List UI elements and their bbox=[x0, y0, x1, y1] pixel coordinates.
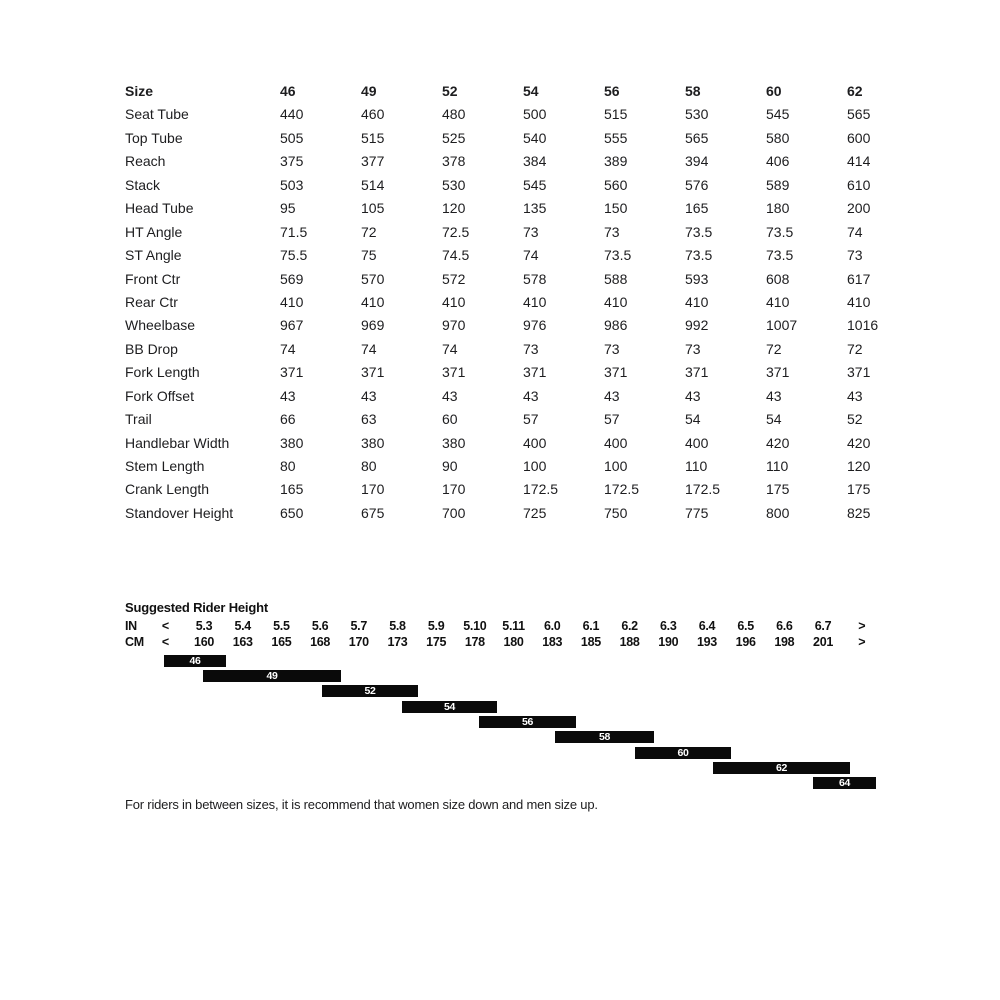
geo-row-label: Fork Length bbox=[125, 364, 200, 381]
geo-value: 410 bbox=[847, 293, 871, 310]
geo-value: 73 bbox=[685, 340, 701, 357]
size-bar-56: 56 bbox=[479, 716, 576, 728]
geo-value: 515 bbox=[604, 106, 628, 123]
geo-value: 110 bbox=[685, 458, 708, 474]
geo-value: 505 bbox=[280, 129, 304, 146]
geo-value: 406 bbox=[766, 153, 790, 170]
geo-row-label: Crank Length bbox=[125, 481, 210, 498]
geo-value: 43 bbox=[847, 387, 863, 404]
geo-value: 43 bbox=[280, 387, 296, 404]
geo-value: 165 bbox=[280, 481, 304, 498]
geo-value: 440 bbox=[280, 106, 304, 123]
inches-tick: 6.3 bbox=[660, 619, 677, 633]
geo-value: 165 bbox=[685, 200, 709, 217]
geo-row-label: Rear Ctr bbox=[125, 293, 178, 310]
cm-tick: 170 bbox=[348, 635, 369, 649]
geo-value: 72 bbox=[766, 340, 782, 357]
geo-value: 52 bbox=[847, 411, 863, 428]
inches-tick: 6.1 bbox=[582, 619, 600, 633]
size-bar-52: 52 bbox=[322, 685, 418, 697]
geo-col-header-58: 58 bbox=[685, 83, 701, 99]
geo-value: 410 bbox=[523, 293, 547, 310]
geo-value: 460 bbox=[361, 106, 385, 123]
geo-row-label: Head Tube bbox=[125, 200, 194, 217]
geo-value: 80 bbox=[361, 458, 377, 474]
geo-value: 120 bbox=[847, 458, 871, 474]
geo-value: 74 bbox=[847, 223, 863, 240]
geo-value: 380 bbox=[442, 434, 466, 451]
rider-height-inches-row bbox=[125, 619, 881, 634]
inches-tick: 5.11 bbox=[502, 619, 525, 633]
geo-value: 394 bbox=[685, 153, 709, 170]
geo-value: 73 bbox=[604, 223, 620, 240]
cm-tick: 201 bbox=[813, 635, 834, 649]
size-bar-62: 62 bbox=[713, 762, 850, 774]
cm-tick: > bbox=[858, 635, 866, 649]
geo-value: 73 bbox=[847, 247, 863, 264]
geo-value: 73.5 bbox=[685, 247, 713, 264]
cm-tick: 173 bbox=[387, 635, 408, 649]
geo-value: 480 bbox=[442, 106, 466, 123]
geo-value: 545 bbox=[766, 106, 790, 123]
geo-value: 380 bbox=[280, 434, 304, 451]
cm-tick: 190 bbox=[658, 635, 679, 649]
geo-value: 608 bbox=[766, 270, 790, 287]
geo-row-label: Seat Tube bbox=[125, 106, 189, 123]
geo-value: 378 bbox=[442, 153, 466, 170]
geo-value: 700 bbox=[442, 504, 466, 521]
geo-value: 410 bbox=[361, 293, 385, 310]
geo-value: 530 bbox=[442, 176, 466, 193]
geo-value: 110 bbox=[766, 458, 789, 474]
inches-tick: 6.5 bbox=[737, 619, 754, 633]
geo-value: 71.5 bbox=[280, 223, 308, 240]
geo-value: 1016 bbox=[847, 317, 879, 334]
geo-value: 100 bbox=[523, 458, 547, 474]
geo-value: 650 bbox=[280, 504, 304, 521]
geo-value: 589 bbox=[766, 176, 790, 193]
cm-tick: 180 bbox=[503, 635, 524, 649]
geo-value: 969 bbox=[361, 317, 385, 334]
inches-tick: 6.4 bbox=[698, 619, 716, 633]
geo-value: 72.5 bbox=[442, 223, 470, 240]
geo-value: 578 bbox=[523, 270, 547, 287]
sizing-footnote: For riders in between sizes, it is recommend that women size down and men size up. bbox=[125, 797, 598, 812]
geo-col-header-52: 52 bbox=[442, 83, 458, 99]
geometry-table bbox=[125, 80, 928, 525]
geo-value: 74 bbox=[442, 340, 458, 357]
geo-value: 371 bbox=[523, 364, 547, 381]
geo-value: 43 bbox=[442, 387, 458, 404]
geo-value: 825 bbox=[847, 504, 871, 521]
geo-value: 545 bbox=[523, 176, 547, 193]
geo-value: 400 bbox=[685, 434, 709, 451]
geo-value: 74 bbox=[361, 340, 377, 357]
geo-value: 617 bbox=[847, 270, 871, 287]
geo-value: 150 bbox=[604, 200, 628, 217]
geo-value: 73.5 bbox=[685, 223, 713, 240]
rider-height-cm-row bbox=[125, 635, 881, 650]
inches-tick: > bbox=[858, 619, 866, 633]
size-bar-60: 60 bbox=[635, 747, 731, 759]
geo-value: 414 bbox=[847, 153, 871, 170]
geo-value: 72 bbox=[847, 340, 863, 357]
geo-value: 120 bbox=[442, 200, 466, 217]
geo-value: 400 bbox=[523, 434, 547, 451]
geo-value: 75.5 bbox=[280, 247, 308, 264]
geo-value: 555 bbox=[604, 129, 628, 146]
geo-value: 43 bbox=[523, 387, 539, 404]
geo-col-header-46: 46 bbox=[280, 83, 296, 99]
geo-value: 74 bbox=[280, 340, 296, 357]
geo-row-label: Trail bbox=[125, 411, 152, 428]
cm-unit-label: CM bbox=[125, 635, 144, 649]
geo-row-label: ST Angle bbox=[125, 247, 182, 264]
geo-value: 371 bbox=[766, 364, 790, 381]
geo-value: 371 bbox=[685, 364, 709, 381]
geo-value: 580 bbox=[766, 129, 790, 146]
geo-value: 170 bbox=[442, 481, 466, 498]
inches-tick: 5.6 bbox=[311, 619, 329, 633]
geo-row-label: HT Angle bbox=[125, 223, 183, 240]
geo-value: 375 bbox=[280, 153, 304, 170]
geo-col-header-49: 49 bbox=[361, 83, 377, 99]
geo-row-label: Fork Offset bbox=[125, 387, 194, 404]
geo-value: 74.5 bbox=[442, 247, 470, 264]
geo-col-header-54: 54 bbox=[523, 83, 539, 99]
size-bar-46: 46 bbox=[164, 655, 226, 667]
geo-value: 72 bbox=[361, 223, 377, 240]
rider-height-title: Suggested Rider Height bbox=[125, 600, 268, 615]
geo-value: 371 bbox=[604, 364, 628, 381]
cm-tick: 193 bbox=[696, 635, 717, 649]
geo-value: 560 bbox=[604, 176, 628, 193]
geo-value: 371 bbox=[280, 364, 304, 381]
geo-value: 73.5 bbox=[766, 223, 794, 240]
geo-value: 170 bbox=[361, 481, 385, 498]
geo-value: 74 bbox=[523, 247, 539, 264]
cm-tick: 175 bbox=[426, 635, 447, 649]
size-bar-49: 49 bbox=[203, 670, 341, 682]
inches-tick: 5.7 bbox=[350, 619, 368, 633]
geo-value: 43 bbox=[766, 387, 782, 404]
geo-value: 976 bbox=[523, 317, 547, 334]
geo-value: 371 bbox=[442, 364, 466, 381]
geo-value: 569 bbox=[280, 270, 304, 287]
geo-value: 410 bbox=[442, 293, 466, 310]
inches-unit-label: IN bbox=[125, 619, 137, 633]
geo-value: 105 bbox=[361, 200, 385, 217]
geo-value: 570 bbox=[361, 270, 385, 287]
cm-tick: 188 bbox=[619, 635, 640, 649]
cm-tick: 198 bbox=[774, 635, 795, 649]
geo-value: 60 bbox=[442, 411, 458, 428]
geo-value: 775 bbox=[685, 504, 709, 521]
cm-tick: 185 bbox=[580, 635, 601, 649]
geo-value: 43 bbox=[604, 387, 620, 404]
geo-value: 57 bbox=[604, 411, 620, 428]
geo-value: 180 bbox=[766, 200, 790, 217]
geo-value: 43 bbox=[685, 387, 701, 404]
geo-row-label: Wheelbase bbox=[125, 317, 196, 334]
geo-value: 90 bbox=[442, 458, 458, 474]
cm-tick: 165 bbox=[271, 635, 292, 649]
geo-value: 172.5 bbox=[685, 481, 721, 498]
geo-value: 420 bbox=[766, 434, 790, 451]
geo-value: 73.5 bbox=[604, 247, 632, 264]
inches-tick: 5.3 bbox=[195, 619, 213, 633]
geo-value: 525 bbox=[442, 129, 466, 146]
geo-row-label: Stem Length bbox=[125, 458, 205, 474]
geo-value: 54 bbox=[766, 411, 782, 428]
geo-value: 986 bbox=[604, 317, 628, 334]
geo-value: 380 bbox=[361, 434, 385, 451]
geo-value: 73.5 bbox=[766, 247, 794, 264]
geo-value: 675 bbox=[361, 504, 385, 521]
cm-tick: 163 bbox=[232, 635, 253, 649]
geo-value: 73 bbox=[523, 223, 539, 240]
geo-value: 420 bbox=[847, 434, 871, 451]
inches-tick: 6.6 bbox=[776, 619, 793, 633]
geo-value: 377 bbox=[361, 153, 385, 170]
geo-value: 540 bbox=[523, 129, 547, 146]
geo-value: 725 bbox=[523, 504, 547, 521]
geo-value: 200 bbox=[847, 200, 871, 217]
inches-tick: 5.5 bbox=[273, 619, 290, 633]
geo-value: 410 bbox=[604, 293, 628, 310]
inches-tick: 6.2 bbox=[621, 619, 638, 633]
geo-value: 57 bbox=[523, 411, 539, 428]
geo-value: 593 bbox=[685, 270, 709, 287]
geo-value: 572 bbox=[442, 270, 466, 287]
geo-value: 1007 bbox=[766, 317, 798, 334]
geo-value: 588 bbox=[604, 270, 628, 287]
geo-value: 175 bbox=[847, 481, 871, 498]
geo-value: 73 bbox=[523, 340, 539, 357]
geo-value: 500 bbox=[523, 106, 547, 123]
geo-value: 371 bbox=[361, 364, 385, 381]
geo-value: 576 bbox=[685, 176, 709, 193]
geo-value: 410 bbox=[685, 293, 709, 310]
geo-value: 967 bbox=[280, 317, 304, 334]
geo-row-label: Handlebar Width bbox=[125, 434, 230, 451]
cm-tick: < bbox=[161, 635, 169, 649]
geo-value: 600 bbox=[847, 129, 871, 146]
geo-value: 515 bbox=[361, 129, 385, 146]
cm-tick: 196 bbox=[735, 635, 756, 649]
geo-row-label: BB Drop bbox=[125, 340, 178, 357]
cm-tick: 160 bbox=[194, 635, 215, 649]
geo-row-label: Standover Height bbox=[125, 504, 234, 521]
geo-value: 970 bbox=[442, 317, 466, 334]
inches-tick: 5.10 bbox=[463, 619, 487, 633]
cm-tick: 168 bbox=[310, 635, 331, 649]
geo-value: 514 bbox=[361, 176, 385, 193]
geo-value: 100 bbox=[604, 458, 628, 474]
geo-row-label: Reach bbox=[125, 153, 166, 170]
geo-value: 992 bbox=[685, 317, 709, 334]
size-bar-58: 58 bbox=[555, 731, 654, 743]
geo-row-label: Stack bbox=[125, 176, 161, 193]
geo-value: 565 bbox=[685, 129, 709, 146]
cm-tick: 178 bbox=[464, 635, 485, 649]
geo-value: 610 bbox=[847, 176, 871, 193]
inches-tick: 5.8 bbox=[389, 619, 406, 633]
inches-tick: < bbox=[161, 619, 169, 633]
geo-value: 384 bbox=[523, 153, 547, 170]
geo-value: 172.5 bbox=[604, 481, 640, 498]
geo-value: 750 bbox=[604, 504, 628, 521]
inches-tick: 5.4 bbox=[234, 619, 251, 633]
size-bar-64: 64 bbox=[813, 777, 876, 789]
inches-tick: 5.9 bbox=[427, 619, 445, 633]
geo-value: 73 bbox=[604, 340, 620, 357]
geo-value: 389 bbox=[604, 153, 628, 170]
geo-value: 503 bbox=[280, 176, 304, 193]
geo-value: 75 bbox=[361, 247, 377, 264]
geo-value: 410 bbox=[766, 293, 790, 310]
size-bar-54: 54 bbox=[402, 701, 497, 713]
geo-value: 565 bbox=[847, 106, 871, 123]
geo-value: 371 bbox=[847, 364, 871, 381]
geo-col-header-size: Size bbox=[125, 83, 154, 99]
geo-value: 54 bbox=[685, 411, 701, 428]
geo-value: 95 bbox=[280, 200, 296, 217]
cm-tick: 183 bbox=[542, 635, 563, 649]
geo-value: 66 bbox=[280, 411, 296, 428]
geo-value: 400 bbox=[604, 434, 628, 451]
geo-value: 410 bbox=[280, 293, 304, 310]
geo-row-label: Top Tube bbox=[125, 129, 183, 146]
geo-col-header-56: 56 bbox=[604, 83, 620, 99]
geo-value: 43 bbox=[361, 387, 377, 404]
geo-col-header-60: 60 bbox=[766, 83, 782, 99]
geo-value: 63 bbox=[361, 411, 377, 428]
geo-value: 800 bbox=[766, 504, 790, 521]
geo-value: 80 bbox=[280, 458, 296, 474]
geo-row-label: Front Ctr bbox=[125, 270, 181, 287]
geo-value: 175 bbox=[766, 481, 790, 498]
geo-col-header-62: 62 bbox=[847, 83, 863, 99]
inches-tick: 6.7 bbox=[814, 619, 832, 633]
inches-tick: 6.0 bbox=[543, 619, 561, 633]
geo-value: 135 bbox=[523, 200, 547, 217]
geo-value: 172.5 bbox=[523, 481, 559, 498]
geo-value: 530 bbox=[685, 106, 709, 123]
